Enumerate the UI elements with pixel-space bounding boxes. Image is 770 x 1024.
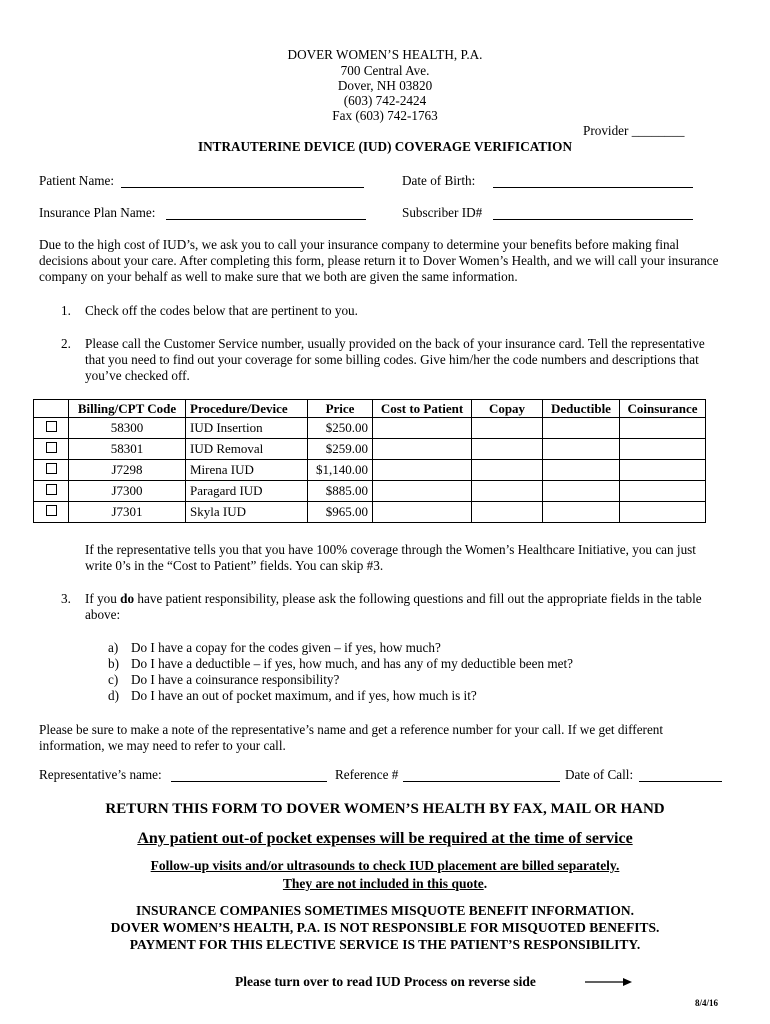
- col-header-price: Price: [308, 400, 373, 418]
- coinsurance-cell[interactable]: [620, 502, 706, 523]
- right-arrow-icon: [585, 976, 633, 988]
- deductible-cell[interactable]: [543, 481, 620, 502]
- plan-label: Insurance Plan Name:: [39, 205, 156, 220]
- step1-number: 1.: [61, 303, 71, 318]
- step2-number: 2.: [61, 336, 71, 351]
- warning-line3: PAYMENT FOR THIS ELECTIVE SERVICE IS THE PATIENT’S RESPONSIBILITY.: [129, 937, 641, 952]
- coinsurance-cell[interactable]: [620, 418, 706, 439]
- date-of-call-line[interactable]: [639, 767, 722, 782]
- step3-number: 3.: [61, 591, 71, 606]
- deductible-cell[interactable]: [543, 418, 620, 439]
- cost-cell[interactable]: [373, 439, 472, 460]
- coinsurance-cell[interactable]: [620, 439, 706, 460]
- col-header-coinsurance: Coinsurance: [620, 400, 706, 418]
- question-text: Do I have a copay for the codes given – if yes, how much?: [131, 640, 441, 655]
- code-cell: J7300: [69, 481, 186, 502]
- question-letter: c): [108, 672, 119, 687]
- question-text: Do I have a coinsurance responsibility?: [131, 672, 340, 687]
- step1-text: Check off the codes below that are pertinent to you.: [85, 303, 358, 318]
- cost-cell[interactable]: [373, 460, 472, 481]
- checkbox[interactable]: [46, 505, 57, 516]
- org-name: DOVER WOMEN’S HEALTH, P.A.: [287, 47, 483, 62]
- question-letter: d): [108, 688, 119, 703]
- rep-name-label: Representative’s name:: [39, 767, 162, 782]
- out-of-pocket-notice: Any patient out-of pocket expenses will be required at the time of service: [137, 830, 633, 847]
- table-row: [34, 439, 706, 460]
- col-header-copay: Copay: [472, 400, 543, 418]
- procedure-cell: Paragard IUD: [186, 481, 308, 502]
- table-row: [34, 418, 706, 439]
- plan-line[interactable]: [166, 205, 366, 220]
- price-cell: $965.00: [308, 502, 373, 523]
- patient-name-line[interactable]: [121, 173, 364, 188]
- return-form-heading: RETURN THIS FORM TO DOVER WOMEN’S HEALTH BY FAX, MAIL OR HAND: [105, 801, 665, 817]
- copay-cell[interactable]: [472, 502, 543, 523]
- table-header-row: [34, 400, 706, 418]
- copay-cell[interactable]: [472, 481, 543, 502]
- org-street: 700 Central Ave.: [340, 63, 430, 78]
- step3-text: If you do have patient responsibility, please ask the following questions and fill out the appropriate fields in the table above:: [85, 591, 702, 622]
- dob-line[interactable]: [493, 173, 693, 188]
- org-fax: Fax (603) 742-1763: [332, 108, 438, 123]
- date-of-call-label: Date of Call:: [565, 767, 634, 782]
- question-letter: b): [108, 656, 119, 671]
- billing-table: [33, 399, 706, 523]
- subscriber-label: Subscriber ID#: [402, 205, 483, 220]
- deductible-cell[interactable]: [543, 502, 620, 523]
- code-cell: 58300: [69, 418, 186, 439]
- col-header-deductible: Deductible: [543, 400, 620, 418]
- checkbox[interactable]: [46, 484, 57, 495]
- col-header-procedure: Procedure/Device: [186, 400, 308, 418]
- patient-name-label: Patient Name:: [39, 173, 115, 188]
- procedure-cell: IUD Removal: [186, 439, 308, 460]
- procedure-cell: Mirena IUD: [186, 460, 308, 481]
- cost-cell[interactable]: [373, 502, 472, 523]
- step2-text: Please call the Customer Service number, usually provided on the back of your insurance card. Tell the representative that you need to find out your coverage for some billing codes. Give him/her the code numbers and descriptions that you’ve checked off.: [85, 336, 705, 383]
- provider-field[interactable]: Provider ________: [583, 123, 685, 138]
- col-header-cost: Cost to Patient: [373, 400, 472, 418]
- table-row: [34, 481, 706, 502]
- copay-cell[interactable]: [472, 439, 543, 460]
- rep-name-line[interactable]: [171, 767, 327, 782]
- reference-note: Please be sure to make a note of the representative’s name and get a reference number for your call. If we get different information, we may need to refer to your call.: [39, 722, 664, 753]
- warning-line2: DOVER WOMEN’S HEALTH, P.A. IS NOT RESPONSIBLE FOR MISQUOTED BENEFITS.: [110, 920, 660, 935]
- col-header-code: Billing/CPT Code: [69, 400, 186, 418]
- copay-cell[interactable]: [472, 418, 543, 439]
- subscriber-line[interactable]: [493, 205, 693, 220]
- procedure-cell: IUD Insertion: [186, 418, 308, 439]
- revision-date: 8/4/16: [695, 998, 719, 1008]
- org-phone: (603) 742-2424: [343, 93, 427, 108]
- deductible-cell[interactable]: [543, 460, 620, 481]
- coinsurance-cell[interactable]: [620, 460, 706, 481]
- table-row: [34, 502, 706, 523]
- cost-cell[interactable]: [373, 418, 472, 439]
- deductible-cell[interactable]: [543, 439, 620, 460]
- form-title: INTRAUTERINE DEVICE (IUD) COVERAGE VERIFICATION: [198, 139, 572, 154]
- price-cell: $259.00: [308, 439, 373, 460]
- warning-line1: INSURANCE COMPANIES SOMETIMES MISQUOTE BENEFIT INFORMATION.: [135, 903, 635, 918]
- followup-notice-line1: Follow-up visits and/or ultrasounds to check IUD placement are billed separately.: [150, 858, 620, 873]
- question-letter: a): [108, 640, 119, 655]
- checkbox[interactable]: [46, 463, 57, 474]
- followup-notice-line2: They are not included in this quote.: [282, 876, 488, 891]
- org-city: Dover, NH 03820: [337, 78, 433, 93]
- turn-over-note: Please turn over to read IUD Process on reverse side: [235, 974, 536, 989]
- code-cell: 58301: [69, 439, 186, 460]
- code-cell: J7298: [69, 460, 186, 481]
- code-cell: J7301: [69, 502, 186, 523]
- price-cell: $250.00: [308, 418, 373, 439]
- coverage-note: If the representative tells you that you have 100% coverage through the Women’s Healthcare Initiative, you can just write 0’s in the “Cost to Patient” fields. You can skip #3.: [85, 542, 696, 573]
- table-row: [34, 460, 706, 481]
- cost-cell[interactable]: [373, 481, 472, 502]
- dob-label: Date of Birth:: [402, 173, 476, 188]
- price-cell: $885.00: [308, 481, 373, 502]
- procedure-cell: Skyla IUD: [186, 502, 308, 523]
- intro-paragraph: Due to the high cost of IUD’s, we ask you to call your insurance company to determine your benefits before making final decisions about your care. After completing this form, please return it to Dover Women’s Health, and we will call your insurance company on your behalf as well to make sure that we both are given the same information.: [39, 237, 719, 284]
- copay-cell[interactable]: [472, 460, 543, 481]
- question-text: Do I have a deductible – if yes, how much, and has any of my deductible been met?: [131, 656, 574, 671]
- checkbox[interactable]: [46, 421, 57, 432]
- price-cell: $1,140.00: [308, 460, 373, 481]
- reference-label: Reference #: [335, 767, 399, 782]
- checkbox[interactable]: [46, 442, 57, 453]
- question-text: Do I have an out of pocket maximum, and if yes, how much is it?: [131, 688, 477, 703]
- reference-line[interactable]: [403, 767, 560, 782]
- coinsurance-cell[interactable]: [620, 481, 706, 502]
